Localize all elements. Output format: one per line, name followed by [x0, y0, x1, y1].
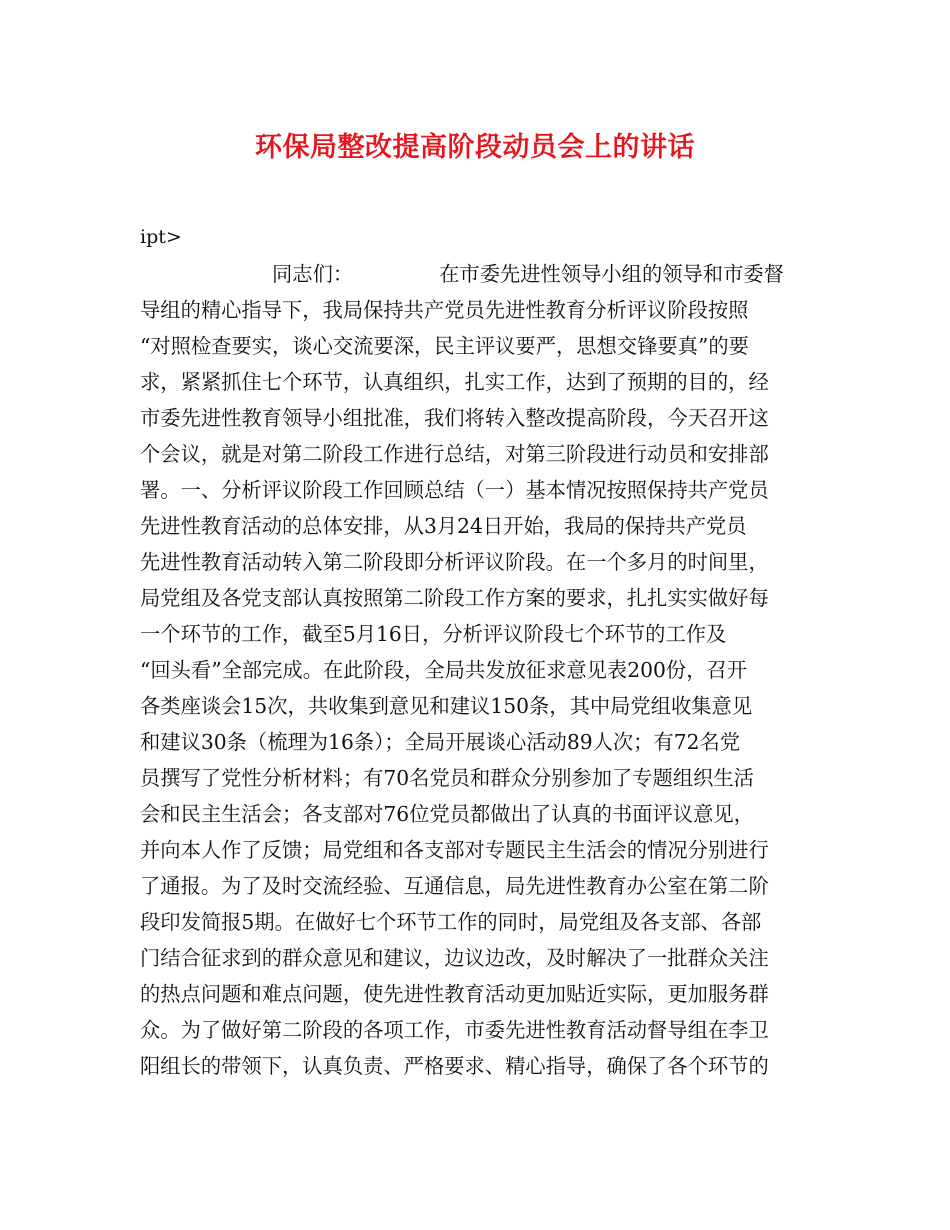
body-line-first	[140, 256, 812, 292]
body-line: 会和民主生活会；各支部对76位党员都做出了认真的书面评议意见，	[140, 802, 754, 826]
body-line: 各类座谈会15次，共收集到意见和建议150条，其中局党组收集意见	[140, 694, 753, 718]
body-line: 门结合征求到的群众意见和建议，边议边改，及时解决了一批群众关注	[140, 946, 769, 970]
body-line: 并向本人作了反馈；局党组和各支部对专题民主生活会的情况分别进行	[140, 838, 769, 862]
body-line: 个会议，就是对第二阶段工作进行总结，对第三阶段进行动员和安排部	[140, 442, 769, 466]
body-line: “对照检查要实，谈心交流要深，民主评议要严，思想交锋要真”的要	[140, 334, 749, 358]
body-line: 阳组长的带领下，认真负责、严格要求、精心指导，确保了各个环节的	[140, 1054, 769, 1078]
body-line: 了通报。为了及时交流经验、互通信息，局先进性教育办公室在第二阶	[140, 874, 769, 898]
body-line: 导组的精心指导下，我局保持共产党员先进性教育分析评议阶段按照	[140, 298, 749, 322]
body-line: 在市委先进性领导小组的领导和市委督	[439, 262, 784, 286]
salutation: 同志们：	[272, 262, 354, 286]
body-line: 段印发简报5期。在做好七个环节工作的同时，局党组及各支部、各部	[140, 910, 762, 934]
body-line: 员撰写了党性分析材料；有70名党员和群众分别参加了专题组织生活	[140, 766, 754, 790]
document-title: 环保局整改提高阶段动员会上的讲话	[255, 132, 695, 163]
body-line: 众。为了做好第二阶段的各项工作，市委先进性教育活动督导组在李卫	[140, 1018, 769, 1042]
prefix-text: ipt>	[140, 226, 182, 248]
body-line: 先进性教育活动的总体安排，从3月24日开始，我局的保持共产党员	[140, 514, 747, 538]
body-line: 局党组及各党支部认真按照第二阶段工作方案的要求，扎扎实实做好每	[140, 586, 769, 610]
body-line: 一个环节的工作，截至5月16日，分析评议阶段七个环节的工作及	[140, 622, 727, 646]
document-body	[140, 256, 812, 1084]
body-line: 的热点问题和难点问题，使先进性教育活动更加贴近实际，更加服务群	[140, 982, 769, 1006]
body-line: 求，紧紧抓住七个环节，认真组织，扎实工作，达到了预期的目的，经	[140, 370, 769, 394]
body-line: 署。一、分析评议阶段工作回顾总结（一）基本情况按照保持共产党员	[140, 478, 769, 502]
body-line: 市委先进性教育领导小组批准，我们将转入整改提高阶段，今天召开这	[140, 406, 769, 430]
body-line: 先进性教育活动转入第二阶段即分析评议阶段。在一个多月的时间里，	[140, 550, 769, 574]
body-line: “回头看”全部完成。在此阶段，全局共发放征求意见表200份，召开	[140, 658, 748, 682]
body-line: 和建议30条（梳理为16条）；全局开展谈心活动89人次；有72名党	[140, 730, 741, 754]
